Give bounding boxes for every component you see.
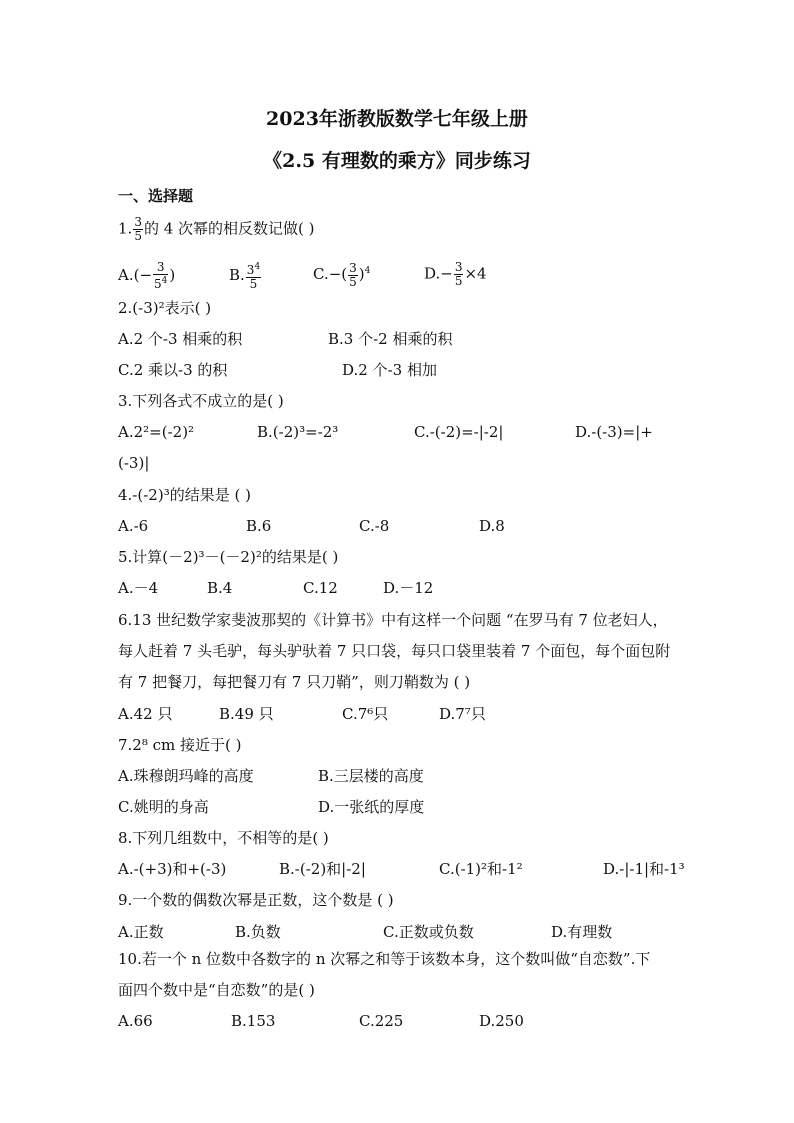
question-2-option-b: B.3 个-2 相乘的积 bbox=[328, 330, 453, 348]
question-6-stem-line-3: 有 7 把餐刀，每把餐刀有 7 只刀鞘”，则刀鞘数为 ( ) bbox=[118, 673, 471, 691]
question-3-option-d: D.-(-3)=|+ bbox=[575, 423, 653, 441]
question-1-option-c: C.−( $\frac{3}{5}$ )$^4$ bbox=[313, 260, 371, 289]
question-9-option-a: A.正数 bbox=[118, 923, 164, 941]
question-8-stem: 8.下列几组数中，不相等的是( ) bbox=[118, 829, 329, 847]
question-10-option-a: A.66 bbox=[118, 1012, 153, 1030]
question-1-option-b: B. $\frac{3^4}{5}$ bbox=[229, 262, 261, 291]
question-1-stem: 1. $\frac{3}{5}$ 的 4 次幂的相反数记做( ) bbox=[118, 215, 315, 243]
question-6-option-a: A.42 只 bbox=[118, 705, 173, 723]
question-9-option-c: C.正数或负数 bbox=[383, 923, 474, 941]
question-6-option-d: D.7⁷只 bbox=[439, 705, 486, 723]
question-1-option-a: A.(− $\frac{3}{5^4}$ ) bbox=[118, 260, 176, 291]
question-7-option-d: D.一张纸的厚度 bbox=[318, 798, 425, 816]
question-8-option-b: B.-(-2)和|-2| bbox=[279, 860, 366, 878]
question-7-stem: 7.2⁸ cm 接近于( ) bbox=[118, 736, 242, 754]
question-3-option-a: A.2²=(-2)² bbox=[118, 423, 195, 441]
question-8-option-c: C.(-1)²和-1² bbox=[439, 860, 523, 878]
question-4-option-c: C.-8 bbox=[359, 517, 390, 535]
question-9-option-b: B.负数 bbox=[235, 923, 281, 941]
question-2-option-c: C.2 乘以-3 的积 bbox=[118, 361, 228, 379]
question-2-option-a: A.2 个-3 相乘的积 bbox=[118, 330, 243, 348]
question-10-option-c: C.225 bbox=[359, 1012, 404, 1030]
question-5-option-a: A.－4 bbox=[118, 579, 159, 597]
question-7-option-a: A.珠穆朗玛峰的高度 bbox=[118, 767, 254, 785]
question-5-option-b: B.4 bbox=[207, 579, 233, 597]
question-1-option-d: D.− $\frac{3}{5}$ ×4 bbox=[424, 260, 487, 288]
question-4-option-b: B.6 bbox=[246, 517, 272, 535]
fraction: $\frac{3}{5}$ bbox=[134, 215, 142, 243]
question-7-option-b: B.三层楼的高度 bbox=[318, 767, 424, 785]
page-title: 2023年浙教版数学七年级上册 bbox=[266, 108, 528, 130]
question-10-option-d: D.250 bbox=[479, 1012, 524, 1030]
question-5-stem: 5.计算(－2)³－(－2)²的结果是( ) bbox=[118, 548, 339, 566]
question-9-stem: 9.一个数的偶数次幂是正数，这个数是 ( ) bbox=[118, 891, 394, 909]
question-2-option-d: D.2 个-3 相加 bbox=[342, 361, 437, 379]
question-3-option-d-continued: (-3)| bbox=[118, 454, 150, 472]
question-4-option-d: D.8 bbox=[479, 517, 505, 535]
section-heading: 一、选择题 bbox=[118, 187, 194, 205]
question-5-option-c: C.12 bbox=[303, 579, 338, 597]
question-6-option-c: C.7⁶只 bbox=[342, 705, 389, 723]
question-10-stem-line-1: 10.若一个 n 位数中各数字的 n 次幂之和等于该数本身，这个数叫做“自恋数”.下 bbox=[118, 950, 651, 968]
question-3-option-c: C.-(-2)=-|-2| bbox=[414, 423, 504, 441]
question-7-option-c: C.姚明的身高 bbox=[118, 798, 209, 816]
question-9-option-d: D.有理数 bbox=[551, 923, 613, 941]
question-5-option-d: D.－12 bbox=[383, 579, 434, 597]
question-3-option-b: B.(-2)³=-2³ bbox=[257, 423, 339, 441]
question-10-stem-line-2: 面四个数中是“自恋数”的是( ) bbox=[118, 981, 315, 999]
question-2-stem: 2.(-3)²表示( ) bbox=[118, 299, 212, 317]
question-4-stem: 4.-(-2)³的结果是 ( ) bbox=[118, 486, 251, 504]
question-3-stem: 3.下列各式不成立的是( ) bbox=[118, 392, 284, 410]
question-6-option-b: B.49 只 bbox=[219, 705, 274, 723]
question-10-option-b: B.153 bbox=[231, 1012, 276, 1030]
question-8-option-a: A.-(+3)和+(-3) bbox=[118, 860, 227, 878]
question-4-option-a: A.-6 bbox=[118, 517, 149, 535]
question-6-stem-line-1: 6.13 世纪数学家斐波那契的《计算书》中有这样一个问题 “在罗马有 7 位老妇人， bbox=[118, 611, 668, 629]
question-6-stem-line-2: 每人赶着 7 头毛驴，每头驴驮着 7 只口袋，每只口袋里装着 7 个面包，每个面包附 bbox=[118, 642, 671, 660]
page-subtitle: 《2.5 有理数的乘方》同步练习 bbox=[263, 150, 531, 172]
question-8-option-d: D.-|-1|和-1³ bbox=[603, 860, 685, 878]
